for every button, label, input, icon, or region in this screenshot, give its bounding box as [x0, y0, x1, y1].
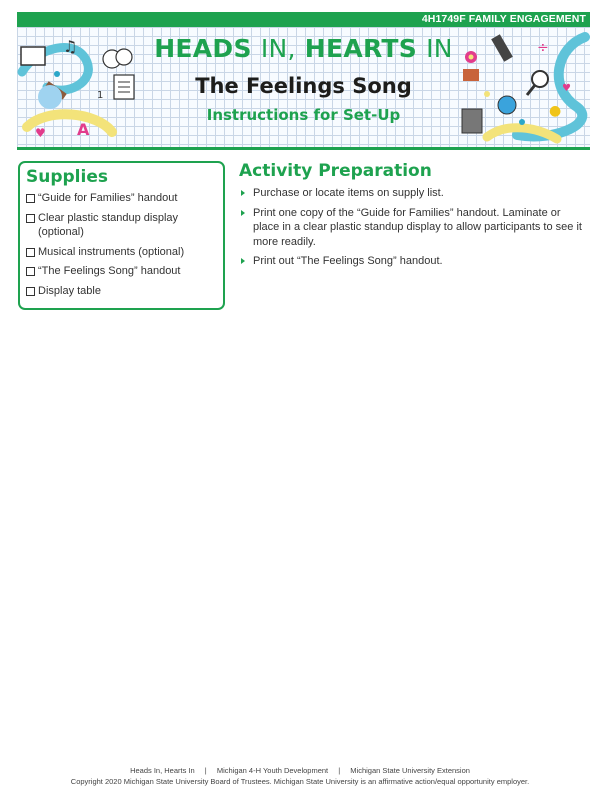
preparation-step: Print one copy of the “Guide for Families” handout. Laminate or place in a clear plastic standup display to allow participants to see it more readily.: [239, 206, 589, 250]
brand-headline: [17, 34, 590, 63]
footer-org: Michigan 4-H Youth Development: [216, 766, 329, 775]
supplies-list: [26, 191, 217, 298]
divide-icon: ÷: [537, 40, 549, 56]
checkbox-icon: [26, 194, 35, 203]
lightbulb-icon: ●: [549, 103, 562, 119]
footer-separator: |: [338, 766, 341, 775]
brand-word-in-1: IN,: [260, 34, 296, 63]
page-footer: [0, 765, 600, 787]
activity-preparation-section: [239, 161, 589, 274]
footer-copyright: Copyright 2020 Michigan State University Board of Trustees. Michigan State University is an affirmative action/equal opportunity employer.: [70, 777, 530, 786]
supply-item: Display table: [26, 284, 217, 299]
number-one-icon: 1: [97, 90, 104, 101]
supply-item: Clear plastic standup display (optional): [26, 211, 217, 240]
supplies-heading: Supplies: [26, 167, 108, 187]
program-code-bar: [17, 12, 590, 27]
letter-a-icon: A: [77, 120, 90, 139]
footer-extension: Michigan State University Extension: [350, 766, 470, 775]
footer-program: Heads In, Hearts In: [130, 766, 195, 775]
checkbox-icon: [26, 287, 35, 296]
bullet-arrow-icon: [241, 190, 245, 196]
footer-separator: |: [204, 766, 207, 775]
supplies-box: [18, 161, 225, 310]
preparation-step: Print out “The Feelings Song” handout.: [239, 254, 589, 269]
program-code: 4H1749F FAMILY ENGAGEMENT: [421, 13, 586, 25]
brand-word-heads: HEADS: [154, 34, 252, 63]
heart-right-icon: ♥: [562, 83, 571, 94]
brand-word-in-2: IN: [426, 34, 453, 63]
supply-item: “Guide for Families” handout: [26, 191, 217, 206]
supply-item: Musical instruments (optional): [26, 245, 217, 260]
page-subtitle: Instructions for Set-Up: [206, 106, 401, 124]
supply-item: “The Feelings Song” handout: [26, 264, 217, 279]
page-title: The Feelings Song: [195, 74, 412, 98]
preparation-steps: [239, 186, 589, 269]
banner-divider: [17, 147, 590, 150]
preparation-heading: Activity Preparation: [239, 161, 432, 181]
heart-left-icon: ♥: [35, 126, 46, 140]
preparation-step: Purchase or locate items on supply list.: [239, 186, 589, 201]
footer-credits: [0, 765, 600, 776]
brand-word-hearts: HEARTS: [304, 34, 418, 63]
checkbox-icon: [26, 214, 35, 223]
music-note-icon: ♫: [63, 37, 78, 56]
checkbox-icon: [26, 248, 35, 257]
bullet-arrow-icon: [241, 258, 245, 264]
header-banner: [17, 27, 590, 147]
checkbox-icon: [26, 267, 35, 276]
bullet-arrow-icon: [241, 210, 245, 216]
